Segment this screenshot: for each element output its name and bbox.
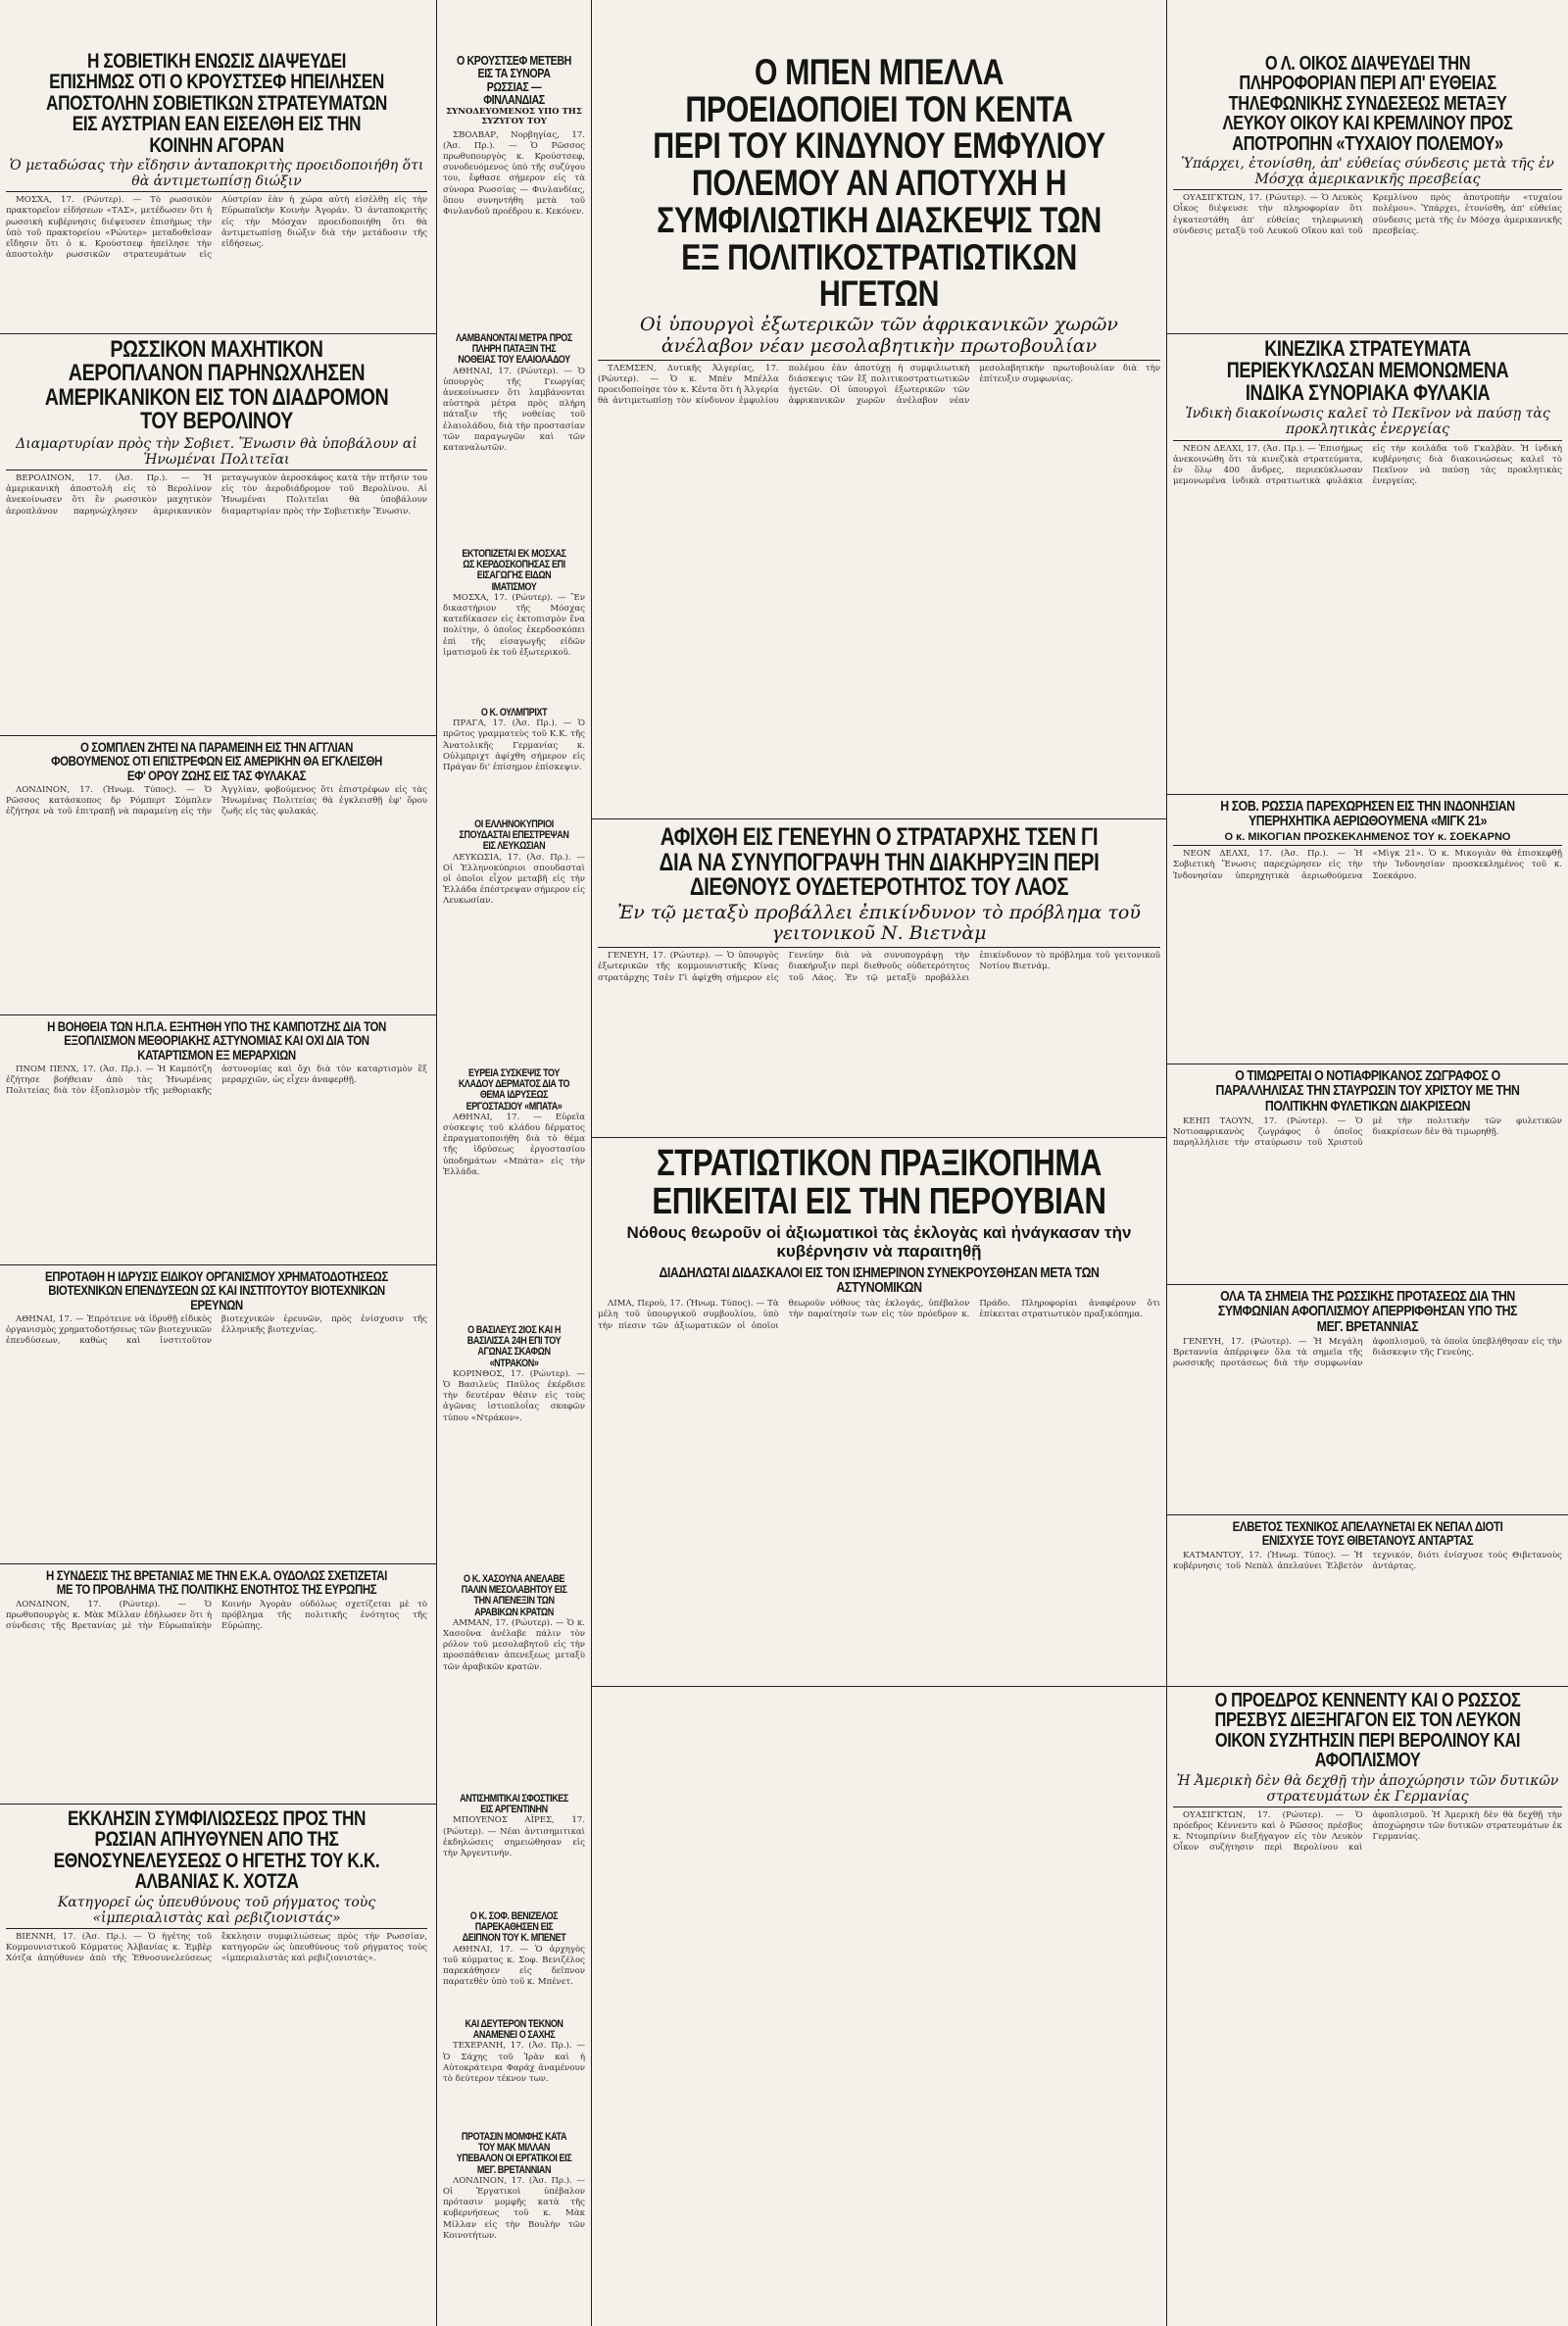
section-rule [0,333,436,334]
article-body: ΜΟΣΧΑ, 17. (Ρώυτερ). — Τὸ ρωσσικὸν πρακτορεῖον εἰδήσεων «ΤΑΣ», μετέδωσεν ὅτι ἡ ρωσσικὴ κυβέρνησις διέψευσεν ἐπισήμως τὴν ὑπὸ τοῦ πρακτορείου «Ρώυτερ» μεταδοθεῖσαν εἴδησιν ὅτι ὁ κ. Κρούστσεφ ἠπείλησε τὴν ἀποστολὴν ρωσσικῶν στρατευμάτων εἰς Αὐστρίαν ἐὰν ἡ χώρα αὐτὴ εἰσέλθῃ εἰς τὴν Εὐρωπαϊκὴν Κοινὴν Ἀγοράν. Ὁ ἀνταποκριτὴς εἰς τὴν Μόσχαν προειδοποιήθη ὅτι θὰ ἀντιμετωπίσῃ διώξιν διὰ τὴν μετάδοσιν τῆς εἰδήσεως. [6,195,427,261]
article [1173,1289,1562,1509]
article-headline: Ο Λ. ΟΙΚΟΣ ΔΙΑΨΕΥΔΕΙ ΤΗΝ ΠΛΗΡΟΦΟΡΙΑΝ ΠΕΡΙ ΑΠ' ΕΥΘΕΙΑΣ ΤΗΛΕΦΩΝΙΚΗΣ ΣΥΝΔΕΣΕΩΣ ΜΕΤΑΞΥ ΛΕΥΚΟΥ ΟΙΚΟΥ ΚΑΙ ΚΡΕΜΛΙΝΟΥ ΠΡΟΣ ΑΠΟΤΡΟΠΗΝ «ΤΥΧΑΙΟΥ ΠΟΛΕΜΟΥ» [1222,54,1513,155]
article-body: ΤΛΕΜΣΕΝ, Δυτικῆς Ἀλγερίας, 17. (Ρώυτερ). — Ὁ κ. Μπὲν Μπέλλα προειδοποίησε τὸν κ. Κέντα ὅτι ἡ Ἀλγερία θὰ ἀντιμετωπίσῃ τὸν κίνδυνον ἐμφυλίου πολέμου ἐὰν ἀποτύχῃ ἡ συμφιλιωτικὴ διάσκεψις τῶν ἓξ πολιτικοστρατιωτικῶν ἡγετῶν. Οἱ ὑπουργοὶ ἐξωτερικῶν τῶν ἀφρικανικῶν χωρῶν ἀνέλαβον νέαν μεσολαβητικὴν πρωτοβουλίαν διὰ τὴν ἐπίτευξιν συμφωνίας. [598,363,1160,407]
article-headline: Ο ΜΠΕΝ ΜΠΕΛΛΑ ΠΡΟΕΙΔΟΠΟΙΕΙ ΤΟΝ ΚΕΝΤΑ ΠΕΡΙ ΤΟΥ ΚΙΝΔΥΝΟΥ ΕΜΦΥΛΙΟΥ ΠΟΛΕΜΟΥ ΑΝ ΑΠΟΤΥΧΗ Η ΣΥΜΦΙΛΙΩΤΙΚΗ ΔΙΑΣΚΕΨΙΣ ΤΩΝ ΕΞ ΠΟΛΙΤΙΚΟΣΤΡΑΤΙΩΤΙΚΩΝ ΗΓΕΤΩΝ [653,54,1105,315]
article-headline: ΠΡΟΤΑΣΙΝ ΜΟΜΦΗΣ ΚΑΤΑ ΤΟΥ ΜΑΚ ΜΙΛΛΑΝ ΥΠΕΒΑΛΟΝ ΟΙ ΕΡΓΑΤΙΚΟΙ ΕΙΣ ΜΕΓ. ΒΡΕΤΑΝΝΙΑΝ [456,2132,572,2176]
article [443,819,585,1064]
article-headline: ΕΥΡΕΙΑ ΣΥΣΚΕΨΙΣ ΤΟΥ ΚΛΑΔΟΥ ΔΕΡΜΑΤΟΣ ΔΙΑ ΤΟ ΘΕΜΑ ΙΔΡΥΣΕΩΣ ΕΡΓΟΣΤΑΣΙΟΥ «ΜΠΑΤΑ» [458,1068,570,1113]
article [443,1574,585,1790]
article [443,2132,585,2318]
section-rule [0,735,436,736]
article-deck: Κατηγορεῖ ὡς ὑπευθύνους τοῦ ρήγματος τοὺς «ἰμπεριαλιστὰς καὶ ρεβιζιονιστάς» [6,1895,427,1929]
article-body: ΠΡΑΓΑ, 17. (Ἀσ. Πρ.). — Ὁ πρῶτος γραμματεὺς τοῦ Κ.Κ. τῆς Ἀνατολικῆς Γερμανίας κ. Οὐλμπριχτ ἀφίχθη σήμερον εἰς Πράγαν δι' ἐπίσημον ἐπίσκεψιν. [443,718,585,773]
column-rule [1166,0,1167,2326]
article-headline: ΕΠΡΟΤΑΘΗ Η ΙΔΡΥΣΙΣ ΕΙΔΙΚΟΥ ΟΡΓΑΝΙΣΜΟΥ ΧΡΗΜΑΤΟΔΟΤΗΣΕΩΣ ΒΙΟΤΕΧΝΙΚΩΝ ΕΠΕΝΔΥΣΕΩΝ ΩΣ ΚΑΙ ΙΝΣΤΙΤΟΥΤΟΥ ΒΙΟΤΕΧΝΙΚΩΝ ΕΡΕΥΝΩΝ [45,1269,388,1312]
article-deck: Νόθους θεωροῦν οἱ ἀξιωματικοὶ τὰς ἐκλογὰς καὶ ἠνάγκασαν τὴν κυβέρνησιν νὰ παραιτηθῇ [626,1222,1132,1262]
lead-article [598,54,1160,814]
article [598,1145,1160,1679]
article-headline: Ο Κ. ΟΥΛΜΠΡΙΧΤ [480,708,548,718]
article-deck: Ο κ. ΜΙΚΟΓΙΑΝ ΠΡΟΣΚΕΚΛΗΜΕΝΟΣ ΤΟΥ κ. ΣΟΕΚΑΡΝΟ [1173,831,1562,847]
article [443,54,585,328]
article-body: ΑΘΗΝΑΙ, 17. — Ὁ ἀρχηγὸς τοῦ κόμματος κ. Σοφ. Βενιζέλος παρεκάθησεν εἰς δεῖπνον παρατεθὲν ὑπὸ τοῦ κ. Μπένετ. [443,1944,585,1988]
article [1173,799,1562,1059]
article-headline: ΟΙ ΕΛΛΗΝΟΚΥΠΡΙΟΙ ΣΠΟΥΔΑΣΤΑΙ ΕΠΕΣΤΡΕΨΑΝ ΕΙΣ ΛΕΥΚΩΣΙΑΝ [459,819,569,853]
article-headline: ΚΑΙ ΔΕΥΤΕΡΟΝ ΤΕΚΝΟΝ ΑΝΑΜΕΝΕΙ Ο ΣΑΧΗΣ [465,2019,564,2042]
article [443,2019,585,2127]
article-headline: Ο ΤΙΜΩΡΕΙΤΑΙ Ο ΝΟΤΙΑΦΡΙΚΑΝΟΣ ΖΩΓΡΑΦΟΣ Ο ΠΑΡΑΛΛΗΛΙΣΑΣ ΤΗΝ ΣΤΑΥΡΩΣΙΝ ΤΟΥ ΧΡΙΣΤΟΥ ΜΕ ΤΗΝ ΠΟΛΙΤΙΚΗΝ ΦΥΛΕΤΙΚΩΝ ΔΙΑΚΡΙΣΕΩΝ [1215,1068,1520,1114]
article-body: ΛΕΥΚΩΣΙΑ, 17. (Ἀσ. Πρ.). — Οἱ Ἑλληνοκύπριοι σπουδασταὶ οἱ ὁποῖοι εἶχον μεταβῆ εἰς τὴν Ἑλλάδα ἐπέστρεψαν σήμερον εἰς Λευκωσίαν. [443,852,585,907]
article-deck: Οἱ ὑπουργοὶ ἐξωτερικῶν τῶν ἀφρικανικῶν χωρῶν ἀνέλαβον νέαν μεσολαβητικὴν πρωτοβουλίαν [598,315,1160,361]
article-headline: Ο ΣΟΜΠΛΕΝ ΖΗΤΕΙ ΝΑ ΠΑΡΑΜΕΙΝΗ ΕΙΣ ΤΗΝ ΑΓΓΛΙΑΝ ΦΟΒΟΥΜΕΝΟΣ ΟΤΙ ΕΠΙΣΤΡΕΦΩΝ ΕΙΣ ΑΜΕΡΙΚΗΝ ΘΑ ΕΓΚΛΕΙΣΘΗ ΕΦ' ΟΡΟΥ ΖΩΗΣ ΕΙΣ ΤΑΣ ΦΥΛΑΚΑΣ [51,740,382,783]
article-body: ΚΑΤΜΑΝΤΟΥ, 17. (Ἡνωμ. Τύπος). — Ἡ κυβέρνησις τοῦ Νεπὰλ ἀπελαύνει Ἑλβετὸν τεχνικόν, διότι ἐνίσχυσε τοὺς Θιβετανοὺς ἀντάρτας. [1173,1550,1562,1571]
article-body: ΤΕΧΕΡΑΝΗ, 17. (Ἀσ. Πρ.). — Ὁ Σάχης τοῦ Ἰρὰν καὶ ἡ Αὐτοκράτειρα Φαράχ ἀναμένουν τὸ δεύτερον τέκνον των. [443,2041,585,2085]
article-body: ΑΜΜΑΝ, 17. (Ρώυτερ). — Ὁ κ. Χασοῦνα ἀνέλαβε πάλιν τὸν ρόλον τοῦ μεσολαβητοῦ εἰς τὴν προσπάθειαν ἀπενεξεως μεταξὺ τῶν ἀραβικῶν κρατῶν. [443,1617,585,1672]
section-rule [0,1804,436,1805]
section-rule [1166,1284,1568,1285]
article-body: ΑΘΗΝΑΙ, 17. — Ἐπρότεινε νὰ ἱδρυθῇ εἰδικὸς ὀργανισμὸς χρηματοδοτήσεως τῶν βιοτεχνικῶν ἐπενδύσεων, καθὼς καὶ ἰνστιτοῦτον βιοτεχνικῶν ἐρευνῶν, πρὸς ἐνίσχυσιν τῆς ἑλληνικῆς βιοτεχνίας. [6,1313,427,1347]
section-rule [1166,794,1568,795]
article [443,549,585,706]
article [6,740,427,1010]
article-body: ΣΒΟΛΒΑΡ, Νορβηγίας, 17. (Ἀσ. Πρ.). — Ὁ Ρῶσσος πρωθυπουργὸς κ. Κρούστσεφ, συνοδευόμενος ὑπὸ τῆς συζύγου του, ἔφθασε σήμερον εἰς τὰ σύνορα Ρωσσίας — Φινλανδίας, ὅπου συνηντήθη μετὰ τοῦ Φινλανδοῦ προέδρου κ. Κεκόνεν. [443,129,585,217]
article [443,1911,585,2014]
article-body: ΛΟΝΔΙΝΟΝ, 17. (Ἡνωμ. Τύπος). — Ὁ Ρῶσσος κατάσκοπος δρ Ρόμπερτ Σόμπλεν ἐζήτησε νὰ τοῦ ἐπιτραπῇ νὰ παραμείνῃ εἰς τὴν Ἀγγλίαν, φοβούμενος ὅτι ἐπιστρέφων εἰς τὰς Ἡνωμένας Πολιτείας θὰ ἐγκλεισθῇ ἐφ' ὅρου ζωῆς εἰς τὰς φυλακάς. [6,784,427,817]
article-headline: Η ΣΟΒ. ΡΩΣΣΙΑ ΠΑΡΕΧΩΡΗΣΕΝ ΕΙΣ ΤΗΝ ΙΝΔΟΝΗΣΙΑΝ ΥΠΕΡΗΧΗΤΙΚΑ ΑΕΡΙΩΘΟΥΜΕΝΑ «ΜΙΓΚ 21» [1220,799,1515,830]
article-headline: Ο ΚΡΟΥΣΤΣΕΦ ΜΕΤΕΒΗ ΕΙΣ ΤΑ ΣΥΝΟΡΑ ΡΩΣΣΙΑΣ — ΦΙΝΛΑΝΔΙΑΣ [457,54,571,107]
article-deck: Ἐν τῷ μεταξὺ προβάλλει ἐπικίνδυνον τὸ πρόβλημα τοῦ γειτονικοῦ Ν. Βιετνὰμ [598,903,1160,949]
article-headline: ΑΝΤΙΣΗΜΙΤΙΚΑΙ ΣΦΟΣΤΙΚΕΣ ΕΙΣ ΑΡΓΕΝΤΙΝΗΝ [460,1794,568,1816]
article [598,825,1160,1131]
article-subheadline: ΔΙΑΔΗΛΩΤΑΙ ΔΙΔΑΣΚΑΛΟΙ ΕΙΣ ΤΟΝ ΙΣΗΜΕΡΙΝΟΝ ΣΥΝΕΚΡΟΥΣΘΗΣΑΝ ΜΕΤΑ ΤΩΝ ΑΣΤΥΝΟΜΙΚΩΝ [659,1263,1100,1296]
article-body: ΚΕΗΠ ΤΑΟΥΝ, 17. (Ρώυτερ). — Ὁ Νοτιοαφρικανὸς ζωγράφος ὁ ὁποῖος παρηλλήλισε τὴν σταύρωσιν τοῦ Χριστοῦ μὲ τὴν πολιτικὴν τῶν φυλετικῶν διακρίσεων δὲν θὰ τιμωρηθῇ. [1173,1115,1562,1149]
section-rule [591,1137,1166,1138]
article-body: ΓΕΝΕΥΗ, 17. (Ρώυτερ). — Ὁ ὑπουργὸς ἐξωτερικῶν τῆς κομμουνιστικῆς Κίνας στρατάρχης Τσὲν Γὶ ἀφίχθη σήμερον εἰς Γενεύην διὰ νὰ συνυπογράψῃ τὴν διακήρυξιν περὶ διεθνοῦς οὐδετερότητος τοῦ Λάος. Ἐν τῷ μεταξὺ προβάλλει ἐπικίνδυνον τὸ πρόβλημα τοῦ γειτονικοῦ Νοτίου Βιετνάμ. [598,951,1160,983]
article-body: ΝΕΟΝ ΔΕΛΧΙ, 17. (Ἀσ. Πρ.). — Ἡ Σοβιετικὴ Ἕνωσις παρεχώρησεν εἰς τὴν Ἰνδονησίαν ὑπερηχητικὰ ἀεριωθούμενα «Μὶγκ 21». Ὁ κ. Μικογιὰν θὰ ἐπισκεφθῇ τὴν Ἰνδονησίαν προσκεκλημένος τοῦ κ. Σοεκάρνο. [1173,849,1562,881]
article [6,1808,427,2318]
article-deck: Ἡ Ἀμερικὴ δὲν θὰ δεχθῇ τὴν ἀποχώρησιν τῶν δυτικῶν στρατευμάτων ἐκ Γερμανίας [1173,1773,1562,1807]
article [6,51,427,329]
article-headline: ΕΛΒΕΤΟΣ ΤΕΧΝΙΚΟΣ ΑΠΕΛΑΥΝΕΤΑΙ ΕΚ ΝΕΠΑΛ ΔΙΟΤΙ ΕΝΙΣΧΥΣΕ ΤΟΥΣ ΘΙΒΕΤΑΝΟΥΣ ΑΝΤΑΡΤΑΣ [1232,1519,1503,1549]
article [1173,338,1562,789]
article-body: ΒΙΕΝΝΗ, 17. (Ἀσ. Πρ.). — Ὁ ἡγέτης τοῦ Κομμουνιστικοῦ Κόμματος Ἀλβανίας κ. Ἐμβὲρ Χότζα ἀπηύθυνεν ἀπὸ τῆς Ἐθνοσυνελεύσεως ἔκκλησιν συμφιλιώσεως πρὸς τὴν Ρωσσίαν, κατηγορῶν ὡς ὑπευθύνους τοῦ ρήγματος τοὺς «ἰμπεριαλιστὰς καὶ ρεβιζιονιστάς». [6,1931,427,1964]
article [443,1794,585,1906]
article-body: ΜΠΟΥΕΝΟΣ ΑΪΡΕΣ, 17. (Ρώυτερ). — Νέαι ἀντισημιτικαὶ ἐκδηλώσεις σημειώθησαν εἰς τὴν Ἀργεντινήν. [443,1815,585,1859]
article [6,338,427,730]
article-body: ΓΕΝΕΥΗ, 17. (Ρώυτερ). — Ἡ Μεγάλη Βρεταννία ἀπέρριψεν ὅλα τὰ σημεῖα τῆς ρωσσικῆς προτάσεως διὰ τὴν συμφωνίαν ἀφοπλισμοῦ, τὰ ὁποῖα ὑπεβλήθησαν εἰς τὴν διάσκεψιν τῆς Γενεύης. [1173,1336,1562,1369]
article-body: ΑΘΗΝΑΙ, 17. — Εὐρεῖα σύσκεψις τοῦ κλάδου δέρματος ἐπραγματοποιήθη διὰ τὸ θέμα τῆς ἱδρύσεως ἐργοστασίου ὑποδημάτων «Μπάτα» εἰς τὴν Ἑλλάδα. [443,1112,585,1177]
article-headline: ΡΩΣΣΙΚΟΝ ΜΑΧΗΤΙΚΟΝ ΑΕΡΟΠΛΑΝΟΝ ΠΑΡΗΝΩΧΛΗΣΕΝ ΑΜΕΡΙΚΑΝΙΚΟΝ ΕΙΣ ΤΟΝ ΔΙΑΔΡΟΜΟΝ ΤΟΥ ΒΕΡΟΛΙΝΟΥ [44,338,389,435]
article-headline: ΟΛΑ ΤΑ ΣΗΜΕΙΑ ΤΗΣ ΡΩΣΣΙΚΗΣ ΠΡΟΤΑΣΕΩΣ ΔΙΑ ΤΗΝ ΣΥΜΦΩΝΙΑΝ ΑΦΟΠΛΙΣΜΟΥ ΑΠΕΡΡΙΦΘΗΣΑΝ ΥΠΟ ΤΗΣ ΜΕΓ. ΒΡΕΤΑΝΝΙΑΣ [1217,1289,1518,1335]
article-body: ΠΝΟΜ ΠΕΝΧ, 17. (Ἀσ. Πρ.). — Ἡ Καμπότζη ἐζήτησε βοήθειαν ἀπὸ τὰς Ἡνωμένας Πολιτείας διὰ τὸν ἐξοπλισμὸν τῆς μεθοριακῆς ἀστυνομίας καὶ ὄχι διὰ τὸν καταρτισμὸν ἓξ μεραρχιῶν, ὡς εἶχεν ἀναφερθῇ. [6,1064,427,1097]
article-headline: ΛΑΜΒΑΝΟΝΤΑΙ ΜΕΤΡΑ ΠΡΟΣ ΠΛΗΡΗ ΠΑΤΑΞΙΝ ΤΗΣ ΝΟΘΕΙΑΣ ΤΟΥ ΕΛΑΙΟΛΑΔΟΥ [456,333,572,367]
article-headline: ΑΦΙΧΘΗ ΕΙΣ ΓΕΝΕΥΗΝ Ο ΣΤΡΑΤΑΡΧΗΣ ΤΣΕΝ ΓΙ ΔΙΑ ΝΑ ΣΥΝΥΠΟΓΡΑΨΗ ΤΗΝ ΔΙΑΚΗΡΥΞΙΝ ΠΕΡΙ ΔΙΕΘΝΟΥΣ ΟΥΔΕΤΕΡΟΤΗΤΟΣ ΤΟΥ ΛΑΟΣ [659,825,1100,901]
article [6,1269,427,1559]
article-body: ΒΕΡΟΛΙΝΟΝ, 17. (Ἀσ. Πρ.). — Ἡ ἀμερικανικὴ ἀποστολὴ εἰς τὸ Βερολίνον ἀνεκοίνωσεν ὅτι ἓν ρωσσικὸν μαχητικὸν ἀεροπλάνον παρηνώχλησεν ἀμερικανικὸν μεταγωγικὸν ἀεροσκάφος κατὰ τὴν πτῆσιν του εἰς τὸν ἀεροδιάδρομον τοῦ Βερολίνου. Αἱ Ἡνωμέναι Πολιτεῖαι θὰ ὑποβάλουν διαμαρτυρίαν πρὸς τὴν Σοβιετικὴν Ἕνωσιν. [6,473,427,517]
section-rule [0,1563,436,1564]
article-body: ΜΟΣΧΑ, 17. (Ρώυτερ). — Ἓν δικαστήριον τῆς Μόσχας κατεδίκασεν εἰς ἐκτοπισμὸν ἕνα πολίτην, ὁ ὁποῖος ἐκερδοσκόπει ἐπὶ τῆς εἰσαγωγῆς εἰδῶν ἱματισμοῦ ἐκ τοῦ ἐξωτερικοῦ. [443,592,585,658]
article-body: ΑΘΗΝΑΙ, 17. (Ρώυτερ). — Ὁ ὑπουργὸς τῆς Γεωργίας ἀνεκοίνωσεν ὅτι λαμβάνονται αὐστηρὰ μέτρα πρὸς πλήρη πάταξιν τῆς νοθείας τοῦ ἐλαιολάδου, διὰ τὴν προστασίαν τῶν παραγωγῶν καὶ τῶν καταναλωτῶν. [443,366,585,454]
article [443,333,585,539]
article [443,1325,585,1570]
article-body: ΛΟΝΔΙΝΟΝ, 17. (Ἀσ. Πρ.). — Οἱ Ἐργατικοὶ ὑπέβαλον πρότασιν μομφῆς κατὰ τῆς κυβερνήσεως τοῦ κ. Μὰκ Μίλλαν εἰς τὴν Βουλὴν τῶν Κοινοτήτων. [443,2175,585,2241]
article-deck: Ὁ μεταδώσας τὴν εἴδησιν ἀνταποκριτὴς προειδοποιήθη ὅτι θὰ ἀντιμετωπίσῃ διώξιν [6,158,427,192]
article-headline: Η ΒΟΗΘΕΙΑ ΤΩΝ Η.Π.Α. ΕΞΗΤΗΘΗ ΥΠΟ ΤΗΣ ΚΑΜΠΟΤΖΗΣ ΔΙΑ ΤΟΝ ΕΞΟΠΛΙΣΜΟΝ ΜΕΘΟΡΙΑΚΗΣ ΑΣΤΥΝΟΜΙΑΣ ΚΑΙ ΟΧΙ ΔΙΑ ΤΟΝ ΚΑΤΑΡΤΙΣΜΟΝ ΕΞ ΜΕΡΑΡΧΙΩΝ [47,1019,386,1063]
article-headline: ΕΚΚΛΗΣΙΝ ΣΥΜΦΙΛΙΩΣΕΩΣ ΠΡΟΣ ΤΗΝ ΡΩΣΙΑΝ ΑΠΗΥΘΥΝΕΝ ΑΠΟ ΤΗΣ ΕΘΝΟΣΥΝΕΛΕΥΣΕΩΣ Ο ΗΓΕΤΗΣ ΤΟΥ Κ.Κ. ΑΛΒΑΝΙΑΣ Κ. ΧΟΤΖΑ [53,1808,380,1894]
section-rule [1166,1514,1568,1515]
column-rule [436,0,437,2326]
article [443,1068,585,1323]
article [1173,1068,1562,1279]
article-body: ΟΥΑΣΙΓΚΤΩΝ, 17. (Ρώυτερ). — Ὁ πρόεδρος Κέννεντυ καὶ ὁ Ρῶσσος πρέσβυς κ. Ντομπρίνιν διεξήγαγον εἰς τὸν Λευκὸν Οἶκον συζήτησιν περὶ Βερολίνου καὶ ἀφοπλισμοῦ. Ἡ Ἀμερικὴ δὲν θὰ δεχθῇ τὴν ἀποχώρησιν τῶν δυτικῶν στρατευμάτων ἐκ Γερμανίας. [1173,1809,1562,1854]
article-body: ΚΟΡΙΝΘΟΣ, 17. (Ρώυτερ). — Ὁ Βασιλεὺς Παῦλος ἐκέρδισε τὴν δευτέραν θέσιν εἰς τοὺς ἀγῶνας ἱστιοπλοΐας σκαφῶν τύπου «Ντράκον». [443,1368,585,1423]
article [1173,54,1562,328]
article-body: ΛΟΝΔΙΝΟΝ, 17. (Ρώυτερ). — Ὁ πρωθυπουργὸς κ. Μὰκ Μίλλαν ἐδήλωσεν ὅτι ἡ σύνδεσις τῆς Βρετανίας μὲ τὴν Εὐρωπαϊκὴν Κοινὴν Ἀγορὰν οὐδόλως σχετίζεται μὲ τὸ πρόβλημα τῆς πολιτικῆς ἑνότητος τῆς Εὐρώπης. [6,1599,427,1631]
article [1173,1519,1562,1681]
article-headline: ΕΚΤΟΠΙΖΕΤΑΙ ΕΚ ΜΟΣΧΑΣ ΩΣ ΚΕΡΔΟΣΚΟΠΗΣΑΣ ΕΠΙ ΕΙΣΑΓΩΓΗΣ ΕΙΔΩΝ ΙΜΑΤΙΣΜΟΥ [462,549,566,593]
section-rule [0,1264,436,1265]
article-headline: Ο ΒΑΣΙΛΕΥΣ 2ΙΟΣ ΚΑΙ Η ΒΑΣΙΛΙΣΣΑ 24Η ΕΠΙ ΤΟΥ ΑΓΩΝΑΣ ΣΚΑΦΩΝ «ΝΤΡΑΚΟΝ» [466,1325,562,1369]
article-headline: ΚΙΝΕΖΙΚΑ ΣΤΡΑΤΕΥΜΑΤΑ ΠΕΡΙΕΚΥΚΛΩΣΑΝ ΜΕΜΟΝΩΜΕΝΑ ΙΝΔΙΚΑ ΣΥΝΟΡΙΑΚΑ ΦΥΛΑΚΙΑ [1226,338,1509,405]
article-headline: Ο ΠΡΟΕΔΡΟΣ ΚΕΝΝΕΝΤΥ ΚΑΙ Ο ΡΩΣΣΟΣ ΠΡΕΣΒΥΣ ΔΙΕΞΗΓΑΓΟΝ ΕΙΣ ΤΟΝ ΛΕΥΚΟΝ ΟΙΚΟΝ ΣΥΖΗΤΗΣΙΝ ΠΕΡΙ ΒΕΡΟΛΙΝΟΥ ΚΑΙ ΑΦΟΠΛΙΣΜΟΥ [1214,1691,1521,1772]
article-deck: Ἰνδικὴ διακοίνωσις καλεῖ τὸ Πεκῖνον νὰ παύσῃ τὰς προκλητικὰς ἐνεργείας [1173,406,1562,440]
article-body: ΝΕΟΝ ΔΕΛΧΙ, 17. (Ἀσ. Πρ.). — Ἐπισήμως ἀνεκοινώθη ὅτι τὰ κινεζικὰ στρατεύματα, ἐν ὅλῳ 400 ἄνδρες, περιεκύκλωσαν μεμονωμένα ἰνδικὰ στρατιωτικὰ φυλάκια εἰς τὴν κοιλάδα τοῦ Γκαλβὰν. Ἡ ἰνδικὴ κυβέρνησις διὰ διακοινώσεως καλεῖ τὸ Πεκῖνον νὰ παύσῃ τὰς προκλητικὰς ἐνεργείας. [1173,443,1562,487]
article-body: ΛΙΜΑ, Περοὺ, 17. (Ἡνωμ. Τύπος). — Τὰ μέλη τοῦ ὑπουργικοῦ συμβουλίου, ὑπὸ τὴν πίεσιν τῶν ἀξιωματικῶν οἱ ὁποῖοι θεωροῦν νόθους τὰς ἐκλογάς, ὑπέβαλον τὴν παραίτησίν των εἰς τὸν πρόεδρον κ. Πράδο. Πληροφορίαι ἀναφέρουν ὅτι ἐπίκειται στρατιωτικὸν πραξικόπημα. [598,1299,1160,1331]
article-body: ΟΥΑΣΙΓΚΤΩΝ, 17. (Ρώυτερ). — Ὁ Λευκὸς Οἶκος διέψευσε τὴν πληροφορίαν ὅτι ἐγκατεστάθη ἀπ' εὐθείας τηλεφωνικὴ σύνδεσις μεταξὺ τοῦ Λευκοῦ Οἴκου καὶ τοῦ Κρεμλίνου πρὸς ἀποτροπὴν «τυχαίου πολέμου». Ὑπάρχει, ἐτονίσθη, ἀπ' εὐθείας σύνδεσις μετὰ τῆς ἐν Μόσχᾳ ἀμερικανικῆς πρεσβείας. [1173,193,1562,236]
article [1173,1691,1562,2318]
article-headline: Η ΣΥΝΔΕΣΙΣ ΤΗΣ ΒΡΕΤΑΝΙΑΣ ΜΕ ΤΗΝ Ε.Κ.Α. ΟΥΔΟΛΩΣ ΣΧΕΤΙΖΕΤΑΙ ΜΕ ΤΟ ΠΡΟΒΛΗΜΑ ΤΗΣ ΠΟΛΙΤΙΚΗΣ ΕΝΟΤΗΤΟΣ ΤΗΣ ΕΥΡΩΠΗΣ [46,1568,387,1598]
section-rule [591,1686,1568,1687]
section-rule [1166,333,1568,334]
article [6,1568,427,1799]
article-deck: Διαμαρτυρίαν πρὸς τὴν Σοβιετ. Ἕνωσιν θὰ ὑποβάλουν αἱ Ἡνωμέναι Πολιτεῖαι [6,436,427,470]
article-headline: Η ΣΟΒΙΕΤΙΚΗ ΕΝΩΣΙΣ ΔΙΑΨΕΥΔΕΙ ΕΠΙΣΗΜΩΣ ΟΤΙ Ο ΚΡΟΥΣΤΣΕΦ ΗΠΕΙΛΗΣΕΝ ΑΠΟΣΤΟΛΗΝ ΣΟΒΙΕΤΙΚΩΝ ΣΤΡΑΤΕΥΜΑΤΩΝ ΕΙΣ ΑΥΣΤΡΙΑΝ ΕΑΝ ΕΙΣΕΛΘΗ ΕΙΣ ΤΗΝ ΚΟΙΝΗΝ ΑΓΟΡΑΝ [46,51,387,157]
article-deck: ΣΥΝΟΔΕΥΟΜΕΝΟΣ ΥΠΟ ΤΗΣ ΣΥΖΥΓΟΥ ΤΟΥ [446,107,582,126]
article [443,708,585,816]
article-headline: Ο Κ. ΣΟΦ. ΒΕΝΙΖΕΛΟΣ ΠΑΡΕΚΑΘΗΣΕΝ ΕΙΣ ΔΕΙΠΝΟΝ ΤΟΥ Κ. ΜΠΕΝΕΤ [462,1911,566,1945]
article [6,1019,427,1260]
article-headline: Ο Κ. ΧΑΣΟΥΝΑ ΑΝΕΛΑΒΕ ΠΑΛΙΝ ΜΕΣΟΛΑΒΗΤΟΥ ΕΙΣ ΤΗΝ ΑΠΕΝΕΞΙΝ ΤΩΝ ΑΡΑΒΙΚΩΝ ΚΡΑΤΩΝ [461,1574,567,1618]
article-deck: Ὑπάρχει, ἐτονίσθη, ἀπ' εὐθείας σύνδεσις μετὰ τῆς ἐν Μόσχᾳ ἀμερικανικῆς πρεσβείας [1173,156,1562,190]
section-rule [591,818,1166,819]
article-headline: ΣΤΡΑΤΙΩΤΙΚΟΝ ΠΡΑΞΙΚΟΠΗΜΑ ΕΠΙΚΕΙΤΑΙ ΕΙΣ ΤΗΝ ΠΕΡΟΥΒΙΑΝ [652,1145,1106,1222]
column-rule [591,0,592,2326]
